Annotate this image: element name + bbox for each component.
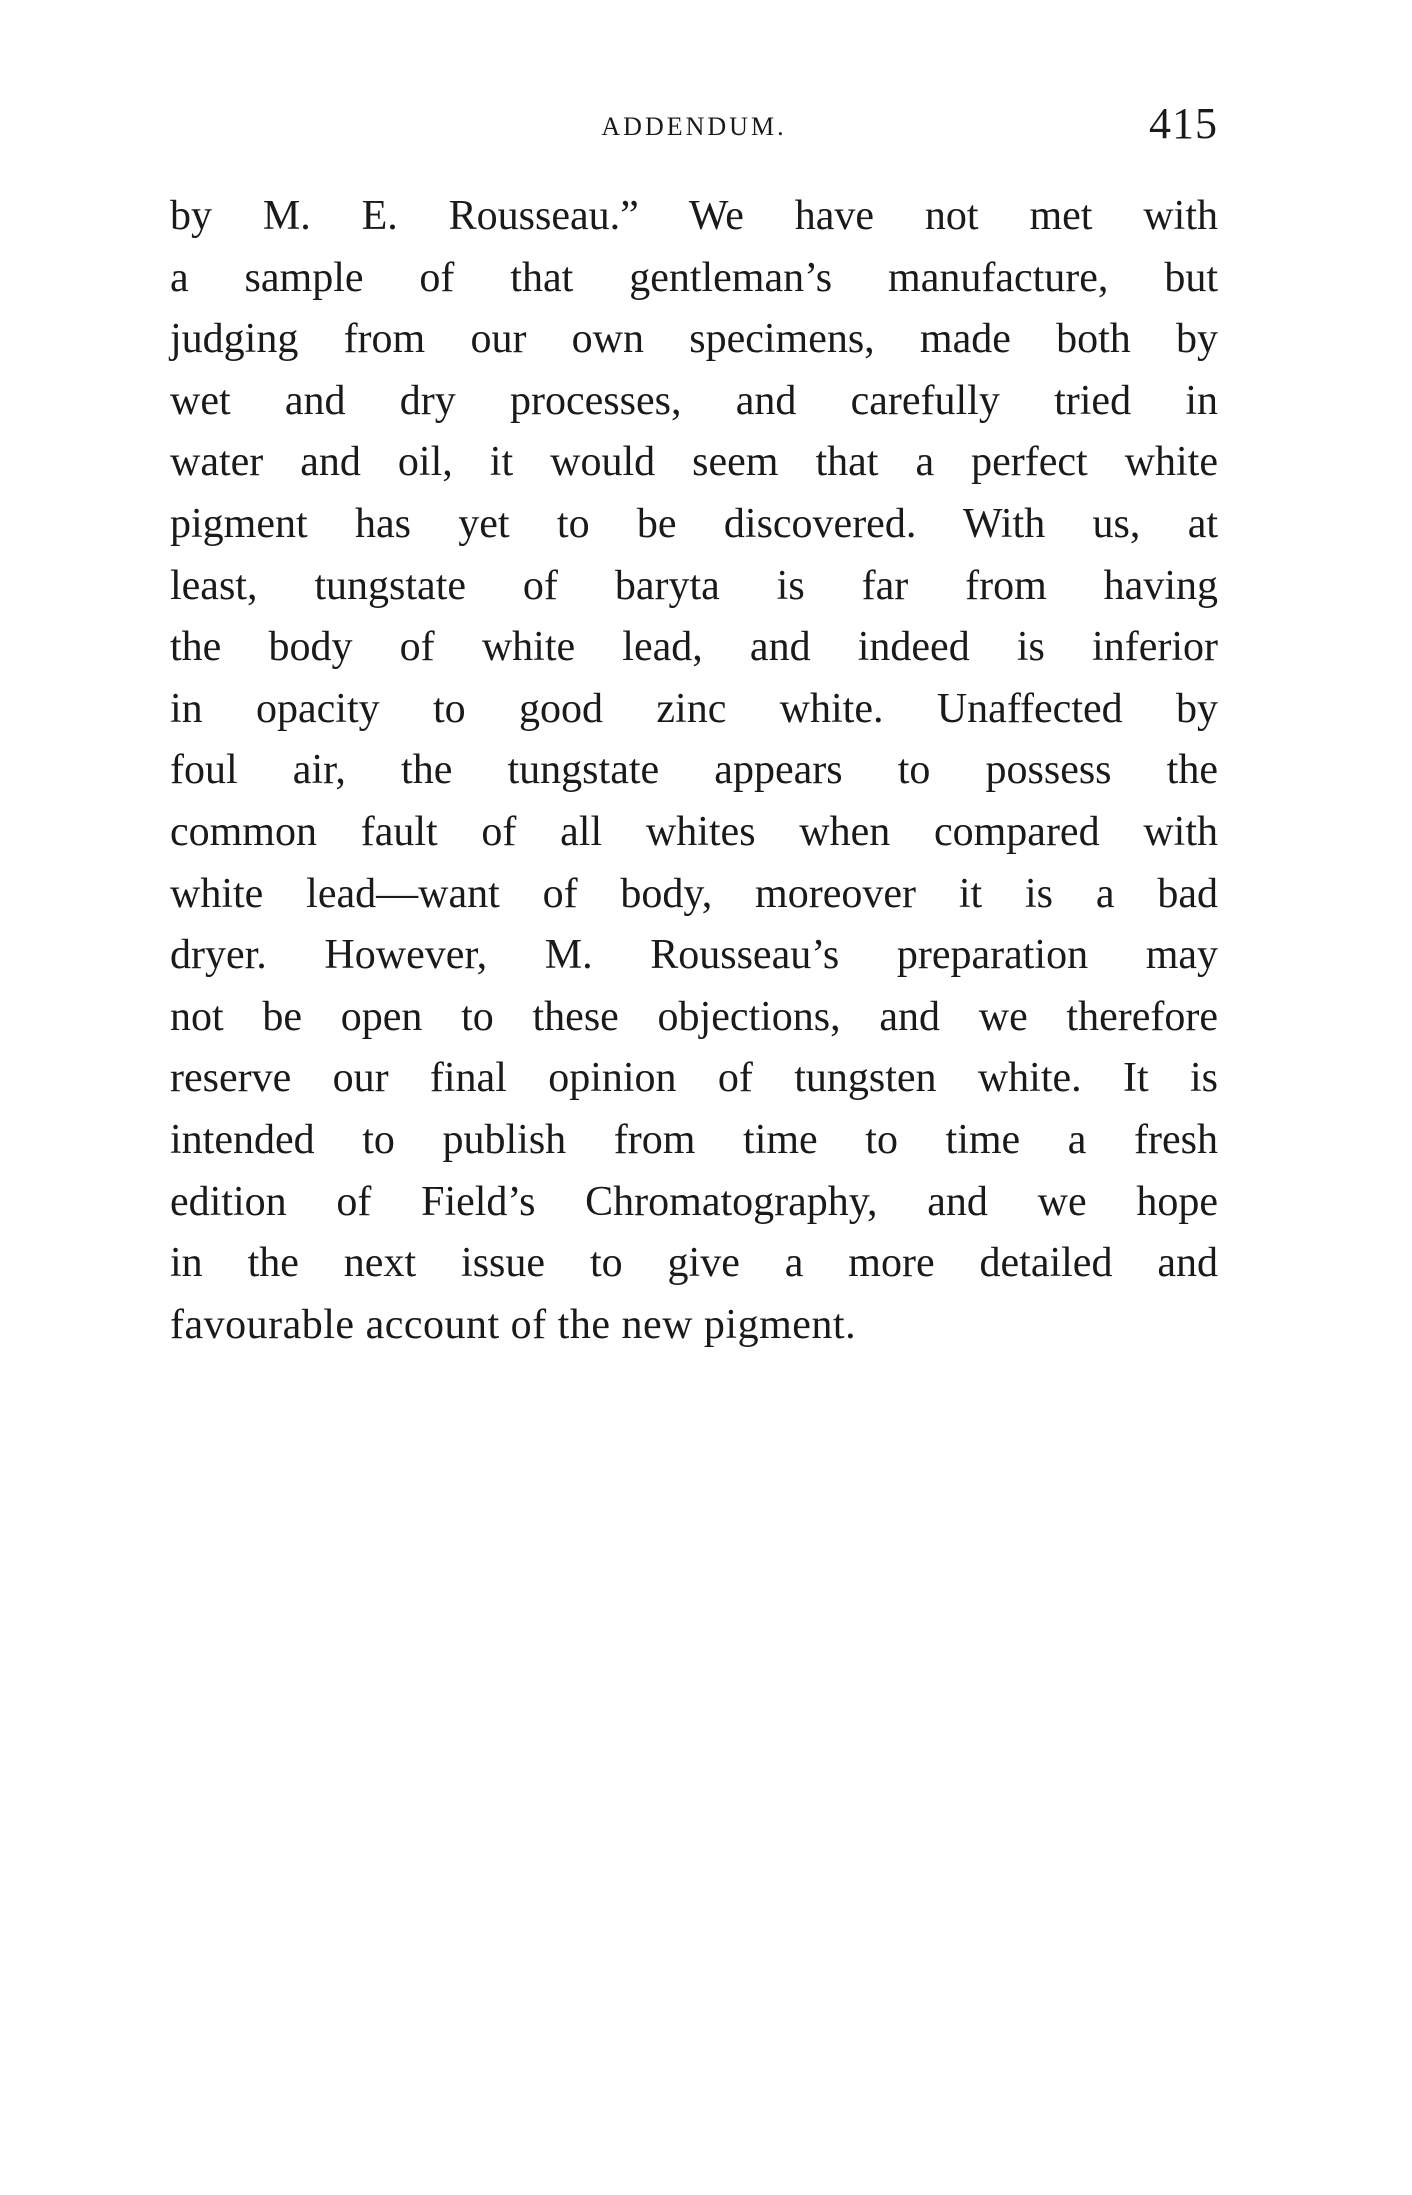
text-line: intended to publish from time to time a fresh xyxy=(170,1116,1218,1163)
text-line: common fault of all whites when compared with xyxy=(170,808,1218,855)
text-line: foul air, the tungstate appears to possess the xyxy=(170,747,1218,794)
text-line: pigment has yet to be discovered. With us, at xyxy=(170,500,1218,547)
page-number: 415 xyxy=(1149,99,1218,148)
text-line: edition of Field’s Chromatography, and we hope xyxy=(170,1178,1218,1225)
text-line: in opacity to good zinc white. Unaffected by xyxy=(170,685,1218,732)
text-line: a sample of that gentleman’s manufacture, but xyxy=(170,254,1218,301)
text-line: dryer. However, M. Rousseau’s preparation may xyxy=(170,932,1218,979)
text-line: least, tungstate of baryta is far from having xyxy=(170,562,1218,609)
text-line: favourable account of the new pigment. xyxy=(170,1301,857,1348)
text-line: judging from our own specimens, made both by xyxy=(170,316,1218,363)
text-line: not be open to these objections, and we therefore xyxy=(170,993,1218,1040)
text-line: by M. E. Rousseau.” We have not met with xyxy=(170,193,1218,239)
running-head xyxy=(170,98,1218,158)
text-line: the body of white lead, and indeed is inferior xyxy=(170,624,1218,671)
text-line: water and oil, it would seem that a perfect white xyxy=(170,439,1218,486)
body-paragraph xyxy=(170,186,1218,1356)
text-line: reserve our final opinion of tungsten white. It is xyxy=(170,1055,1218,1102)
text-line: in the next issue to give a more detailed and xyxy=(170,1240,1218,1287)
text-line: wet and dry processes, and carefully tried in xyxy=(170,377,1218,424)
text-line: white lead—want of body, moreover it is a bad xyxy=(170,870,1218,917)
running-title: ADDENDUM. xyxy=(601,112,787,141)
